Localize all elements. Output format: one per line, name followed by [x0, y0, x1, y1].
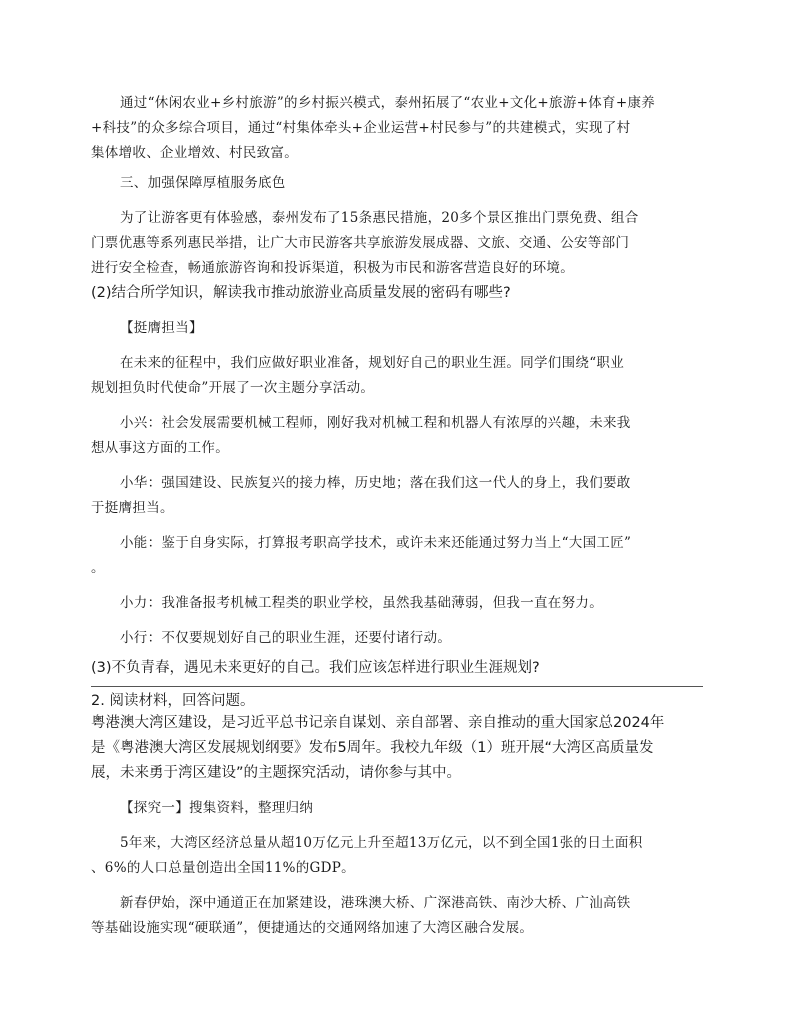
paragraph-infrastructure-cont — [91, 916, 703, 941]
paragraph-career-intro — [91, 351, 703, 376]
question-3: (3)不负青春，遇见未来更好的自己。我们应该怎样进行职业生涯规划? — [91, 660, 540, 676]
statement-xiaoneng — [91, 531, 703, 556]
statement-xiaoli: 小力：我准备报考机械工程类的职业学校，虽然我基础薄弱，但我一直在努力。 — [120, 595, 603, 611]
text-line: 规划担负时代使命”开展了一次主题分享活动。 — [91, 380, 375, 396]
statement-xiaoxing-action: 小行：不仅要规划好自己的职业生涯，还要付诸行动。 — [120, 630, 452, 646]
section-heading-explore-one: 【探究一】搜集资料，整理归纳 — [120, 800, 314, 816]
text-line: 。 — [91, 560, 105, 576]
section-heading-three: 三、加强保障厚植服务底色 — [120, 175, 286, 191]
paragraph-greater-bay-area — [91, 711, 703, 786]
paragraph-service-measures — [91, 206, 703, 231]
text-line: +科技”的众多综合项目，通过“村集体牵头+企业运营+村民参与”的共建模式，实现了村 — [91, 120, 631, 136]
paragraph-service-measures-cont — [91, 231, 703, 281]
text-line: 想从事这方面的工作。 — [91, 440, 229, 456]
statement-xiaoxing — [91, 411, 703, 436]
section-heading-shoulder-responsibility: 【挺膺担当】 — [120, 320, 203, 336]
text-line: 是《粤港澳大湾区发展规划纲要》发布5周年。我校九年级（1）班开展“大湾区高质量发 — [91, 740, 654, 756]
text-line: 进行安全检查，畅通旅游咨询和投诉渠道，积极为市民和游客营造良好的环境。 — [91, 260, 574, 276]
text-line: 集体增收、企业增效、村民致富。 — [91, 145, 298, 161]
statement-xiaohua — [91, 471, 703, 496]
text-line: 展，未来勇于湾区建设”的主题探究活动，请你参与其中。 — [91, 765, 462, 781]
text-line: 为了让游客更有体验感，泰州发布了15条惠民措施，20多个景区推出门票免费、组合 — [120, 210, 639, 226]
text-line: 门票优惠等系列惠民举措，让广大市民游客共享旅游发展成器、文旅、交通、公安等部门 — [91, 235, 630, 251]
text-line: 粤港澳大湾区建设，是习近平总书记亲自谋划、亲自部署、亲自推动的重大国家总2024年 — [91, 715, 665, 731]
statement-xiaoneng-cont — [91, 556, 703, 581]
text-line: 等基础设施实现“硬联通”，便捷通达的交通网络加速了大湾区融合发展。 — [91, 920, 534, 936]
text-line: 新春伊始，深中通道正在加紧建设，港珠澳大桥、广深港高铁、南沙大桥、广汕高铁 — [120, 895, 631, 911]
paragraph-rural-revitalization — [91, 91, 703, 116]
text-line: 小兴：社会发展需要机械工程师，刚好我对机械工程和机器人有浓厚的兴趣，未来我 — [120, 415, 631, 431]
text-line: 5年来，大湾区经济总量从超10万亿元上升至超13万亿元，以不到全国1张的日土面积 — [120, 835, 643, 851]
paragraph-rural-revitalization-cont — [91, 116, 703, 166]
question-2: (2)结合所学知识，解读我市推动旅游业高质量发展的密码有哪些? — [91, 285, 511, 301]
statement-xiaoxing-cont — [91, 436, 703, 461]
paragraph-economic-data — [91, 831, 703, 856]
text-line: 在未来的征程中，我们应做好职业准备，规划好自己的职业生涯。同学们围绕“职业 — [120, 355, 625, 371]
horizontal-divider — [91, 686, 703, 687]
paragraph-career-intro-cont — [91, 376, 703, 401]
paragraph-economic-data-cont — [91, 856, 703, 881]
text-line: 通过“休闲农业+乡村旅游”的乡村振兴模式，泰州拓展了“农业+文化+旅游+体育+康养 — [120, 95, 656, 111]
paragraph-infrastructure — [91, 891, 703, 916]
text-line: 小华：强国建设、民族复兴的接力棒，历史地；落在我们这一代人的身上，我们要敢 — [120, 475, 631, 491]
text-line: 小能：鉴于自身实际，打算报考职高学技术，或许未来还能通过努力当上“大国工匠” — [120, 535, 632, 551]
text-line: 于挺膺担当。 — [91, 500, 174, 516]
question-2-title: 2. 阅读材料，回答问题。 — [91, 693, 255, 709]
text-line: 、6%的人口总量创造出全国11%的GDP。 — [91, 860, 355, 876]
statement-xiaohua-cont — [91, 496, 703, 521]
